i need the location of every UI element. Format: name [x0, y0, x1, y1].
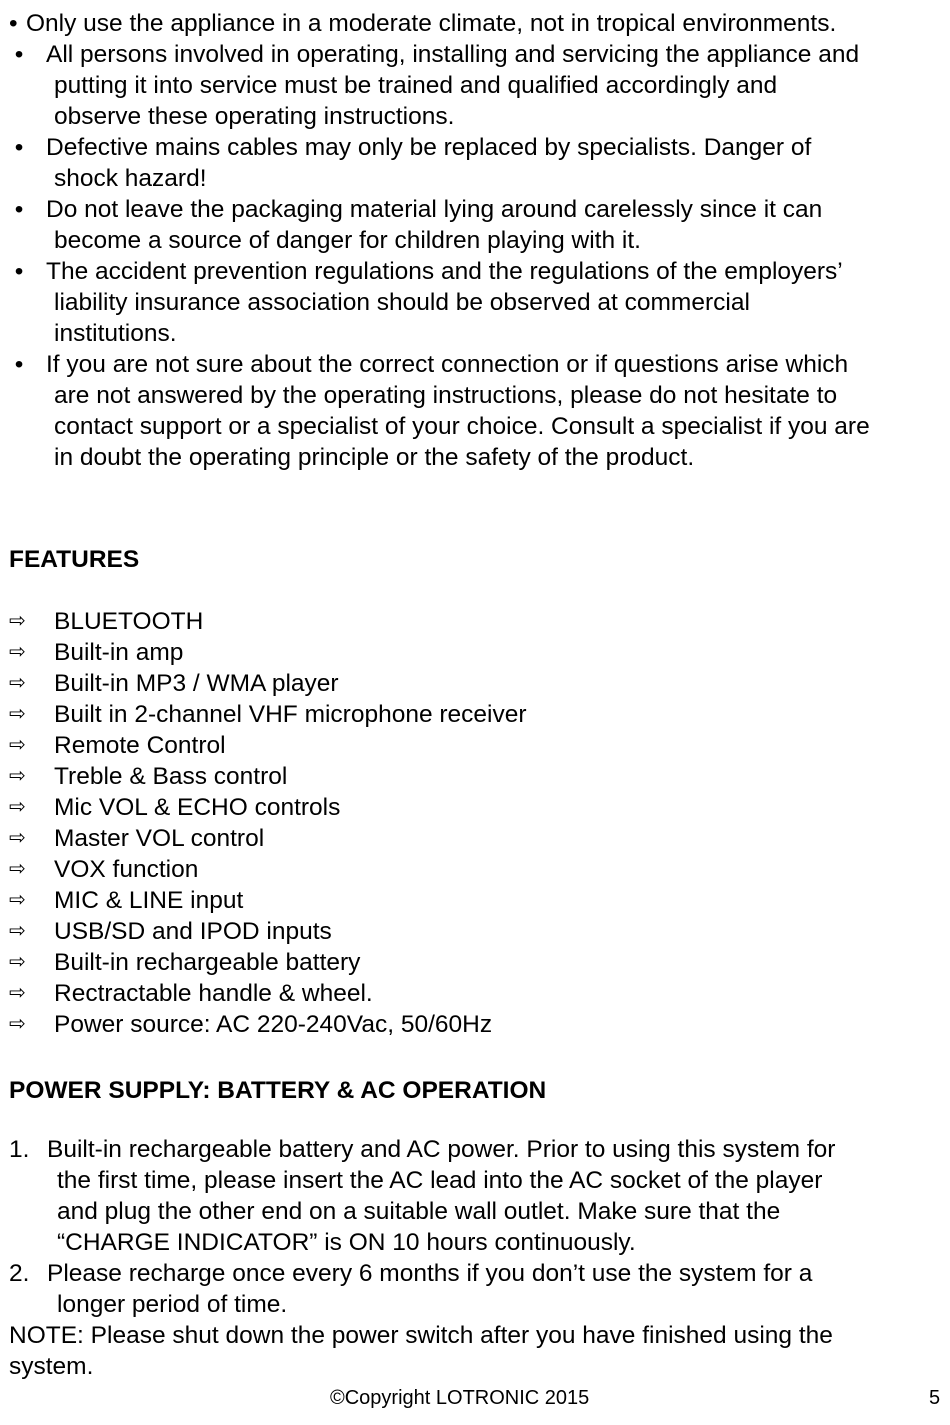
- power-supply-heading: POWER SUPPLY: BATTERY & AC OPERATION: [9, 1077, 547, 1104]
- page-footer: [0, 1383, 950, 1413]
- safety-item-text: institutions.: [54, 320, 177, 347]
- feature-text: BLUETOOTH: [54, 608, 204, 635]
- feature-text: Treble & Bass control: [54, 763, 288, 790]
- safety-item: [9, 194, 947, 256]
- arrow-right-icon: ⇨: [9, 889, 26, 911]
- safety-item-text: Only use the appliance in a moderate climate, not in tropical environments.: [26, 10, 837, 37]
- arrow-right-icon: ⇨: [9, 796, 26, 818]
- bullet-icon: •: [14, 196, 24, 223]
- copyright-notice: ©Copyright LOTRONIC 2015: [330, 1387, 590, 1409]
- arrow-right-icon: ⇨: [9, 703, 26, 725]
- bullet-icon: •: [14, 258, 24, 285]
- bullet-icon: •: [9, 10, 18, 37]
- step-text: “CHARGE INDICATOR” is ON 10 hours continuously.: [57, 1229, 636, 1256]
- arrow-right-icon: ⇨: [9, 734, 26, 756]
- arrow-right-icon: ⇨: [9, 641, 26, 663]
- safety-item-text: are not answered by the operating instructions, please do not hesitate to: [54, 382, 838, 409]
- feature-text: VOX function: [54, 856, 199, 883]
- bullet-icon: •: [14, 41, 24, 68]
- safety-item-text: observe these operating instructions.: [54, 103, 455, 130]
- feature-text: Built-in MP3 / WMA player: [54, 670, 339, 697]
- feature-text: Power source: AC 220-240Vac, 50/60Hz: [54, 1011, 493, 1038]
- arrow-right-icon: ⇨: [9, 982, 26, 1004]
- safety-item: [9, 39, 947, 132]
- step-text: the first time, please insert the AC lead into the AC socket of the player: [57, 1167, 823, 1194]
- safety-item-text: All persons involved in operating, installing and servicing the appliance and: [46, 41, 860, 68]
- numbered-step: [9, 1258, 944, 1320]
- step-number: 2.: [9, 1260, 30, 1287]
- safety-item: [9, 8, 947, 39]
- features-heading: FEATURES: [9, 546, 140, 573]
- feature-text: USB/SD and IPOD inputs: [54, 918, 332, 945]
- safety-item-text: become a source of danger for children playing with it.: [54, 227, 641, 254]
- note-text: NOTE: Please shut down the power switch after you have finished using the: [9, 1322, 833, 1349]
- safety-item-text: in doubt the operating principle or the safety of the product.: [54, 444, 695, 471]
- arrow-right-icon: ⇨: [9, 827, 26, 849]
- safety-instructions-list: [9, 8, 947, 473]
- safety-item-text: liability insurance association should be observed at commercial: [54, 289, 750, 316]
- safety-item: [9, 132, 947, 194]
- feature-text: Rectractable handle & wheel.: [54, 980, 373, 1007]
- step-text: Please recharge once every 6 months if you don’t use the system for a: [47, 1260, 813, 1287]
- feature-text: Remote Control: [54, 732, 226, 759]
- step-text: and plug the other end on a suitable wall outlet. Make sure that the: [57, 1198, 781, 1225]
- feature-text: Master VOL control: [54, 825, 265, 852]
- step-text: Built-in rechargeable battery and AC power. Prior to using this system for: [47, 1136, 836, 1163]
- page-number: 5: [929, 1387, 941, 1409]
- safety-item-text: If you are not sure about the correct connection or if questions arise which: [46, 351, 849, 378]
- safety-item: [9, 256, 947, 349]
- safety-item-text: putting it into service must be trained and qualified accordingly and: [54, 72, 778, 99]
- arrow-right-icon: ⇨: [9, 672, 26, 694]
- safety-item: [9, 349, 947, 473]
- safety-item-text: The accident prevention regulations and the regulations of the employers’: [46, 258, 843, 285]
- arrow-right-icon: ⇨: [9, 858, 26, 880]
- safety-item-text: Defective mains cables may only be replaced by specialists. Danger of: [46, 134, 812, 161]
- safety-item-text: contact support or a specialist of your choice. Consult a specialist if you are: [54, 413, 870, 440]
- arrow-right-icon: ⇨: [9, 920, 26, 942]
- arrow-right-icon: ⇨: [9, 765, 26, 787]
- feature-text: Built-in amp: [54, 639, 184, 666]
- arrow-right-icon: ⇨: [9, 610, 26, 632]
- safety-item-text: Do not leave the packaging material lying around carelessly since it can: [46, 196, 823, 223]
- feature-text: Built-in rechargeable battery: [54, 949, 361, 976]
- arrow-right-icon: ⇨: [9, 951, 26, 973]
- feature-text: Mic VOL & ECHO controls: [54, 794, 341, 821]
- step-text: longer period of time.: [57, 1291, 288, 1318]
- power-supply-section: [9, 1134, 944, 1382]
- note-text: system.: [9, 1353, 94, 1380]
- numbered-step: [9, 1134, 944, 1258]
- arrow-right-icon: ⇨: [9, 1013, 26, 1035]
- step-number: 1.: [9, 1136, 30, 1163]
- feature-text: Built in 2-channel VHF microphone receiver: [54, 701, 527, 728]
- safety-item-text: shock hazard!: [54, 165, 207, 192]
- bullet-icon: •: [14, 134, 24, 161]
- feature-text: MIC & LINE input: [54, 887, 244, 914]
- bullet-icon: •: [14, 351, 24, 378]
